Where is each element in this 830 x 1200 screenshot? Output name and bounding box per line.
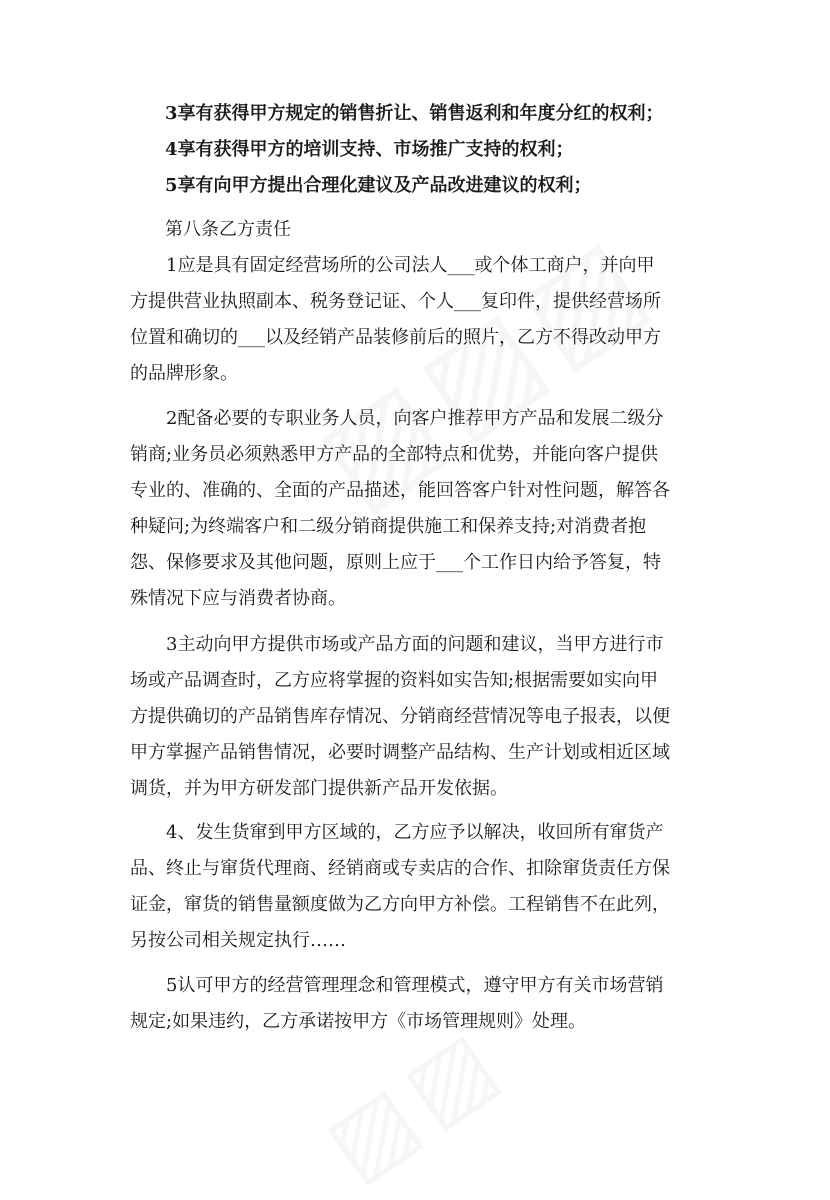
paragraph-line: 场或产品调查时，乙方应将掌握的资料如实告知;根据需要如实向甲 (130, 670, 659, 691)
paragraph-line: 殊情况下应与消费者协商。 (130, 588, 346, 609)
paragraph-3 (130, 627, 710, 807)
paragraph-line: 销商;业务员必须熟悉甲方产品的全部特点和优势，并能向客户提供 (130, 444, 659, 465)
paragraph-line: 甲方掌握产品销售情况，必要时调整产品结构、生产计划或相近区域 (130, 742, 670, 763)
paragraph-line: 4、发生货窜到甲方区域的，乙方应予以解决，收回所有窜货产 (166, 822, 664, 843)
paragraph-5 (130, 968, 710, 1040)
right-item-3: 3享有获得甲方规定的销售折让、销售返利和年度分红的权利； (165, 103, 664, 124)
paragraph-4 (130, 815, 710, 959)
paragraph-line: 的品牌形象。 (130, 363, 238, 384)
right-item-5: 5享有向甲方提出合理化建议及产品改进建议的权利； (165, 175, 592, 196)
right-item-4: 4享有获得甲方的培训支持、市场推广支持的权利； (165, 139, 574, 160)
paragraph-line: 怨、保修要求及其他问题，原则上应于___个工作日内给予答复，特 (130, 552, 661, 573)
paragraph-line: 规定;如果违约，乙方承诺按甲方《市场管理规则》处理。 (130, 1011, 587, 1032)
paragraph-line: 证金，窜货的销售量额度做为乙方向甲方补偿。工程销售不在此列， (130, 894, 670, 915)
paragraph-line: 1应是具有固定经营场所的公司法人___或个体工商户，并向甲 (166, 255, 655, 276)
paragraph-line: 品、终止与窜货代理商、经销商或专卖店的合作、扣除窜货责任方保 (130, 858, 670, 879)
paragraph-2 (130, 401, 710, 617)
paragraph-line: 位置和确切的___以及经销产品装修前后的照片，乙方不得改动甲方 (130, 327, 661, 348)
paragraph-line: 方提供营业执照副本、税务登记证、个人___复印件，提供经营场所 (130, 291, 661, 312)
paragraph-line: 2配备必要的专职业务人员，向客户推荐甲方产品和发展二级分 (166, 408, 664, 429)
paragraph-line: 另按公司相关规定执行…… (130, 930, 346, 951)
paragraph-1 (130, 248, 710, 392)
rights-list (165, 96, 725, 204)
paragraph-line: 专业的、准确的、全面的产品描述，能回答客户针对性问题，解答各 (130, 480, 670, 501)
paragraph-line: 调货，并为甲方研发部门提供新产品开发依据。 (130, 778, 508, 799)
paragraph-line: 种疑问;为终端客户和二级分销商提供施工和保养支持;对消费者抱 (130, 516, 647, 537)
paragraph-line: 5认可甲方的经营管理理念和管理模式，遵守甲方有关市场营销 (166, 975, 664, 996)
paragraph-line: 方提供确切的产品销售库存情况、分销商经营情况等电子报表，以便 (130, 706, 670, 727)
paragraph-line: 3主动向甲方提供市场或产品方面的问题和建议，当甲方进行市 (166, 634, 664, 655)
section-title: 第八条乙方责任 (165, 219, 291, 240)
